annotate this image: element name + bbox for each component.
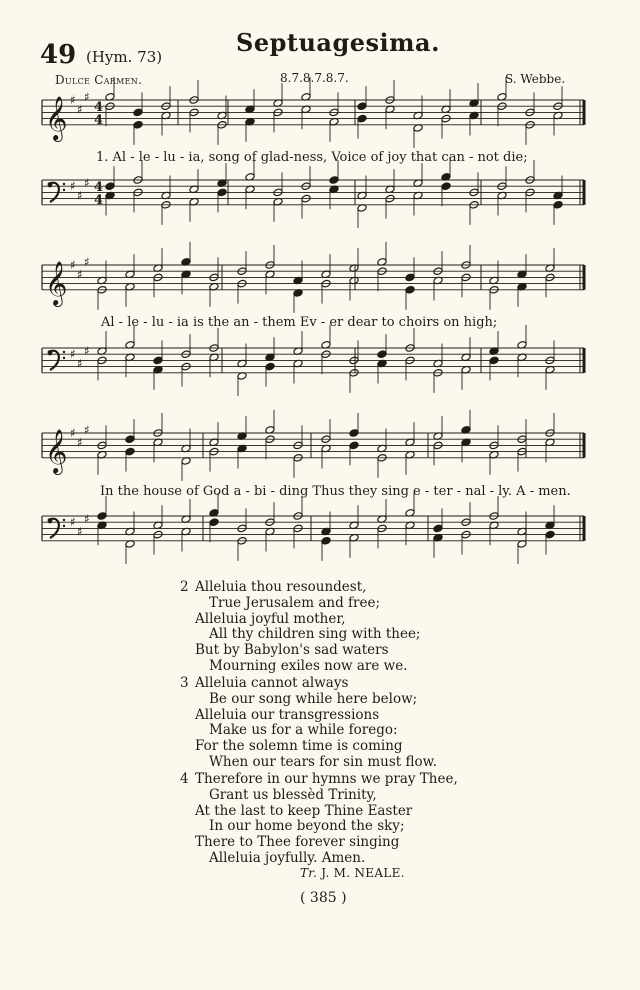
sharp-icon: ♯ — [70, 426, 76, 440]
lyric-line-3: In the house of God a - bi - ding Thus they sing e - ter - nal - ly. A - men. — [100, 484, 571, 499]
treble-clef-icon: 𝄞 — [45, 95, 68, 140]
note-head — [133, 108, 143, 117]
verse-3 — [180, 675, 437, 771]
verse-number: 2 — [180, 579, 189, 595]
note-head — [153, 356, 163, 365]
translator-name: J. M. NEALE. — [321, 866, 405, 880]
verse-line: But by Babylon's sad waters — [195, 642, 389, 659]
bass-clef-icon — [63, 189, 65, 191]
sharp-icon: ♯ — [84, 254, 90, 269]
note-head — [217, 188, 227, 197]
note-head — [265, 362, 275, 371]
verse-line: In our home beyond the sky; — [209, 818, 405, 835]
verse-line: Alleluia our transgressions — [195, 706, 380, 723]
verse-line: Grant us blessèd Trinity, — [209, 786, 377, 803]
note-head — [405, 273, 415, 282]
note-head — [405, 286, 415, 295]
time-signature-top: 4 — [94, 180, 104, 195]
verse-line: Alleluia thou resoundest, — [195, 579, 367, 595]
sharp-icon: ♯ — [84, 89, 90, 104]
note-head — [545, 530, 555, 539]
verse-line: Therefore in our hymns we pray Thee, — [195, 771, 458, 787]
sharp-icon: ♯ — [70, 347, 76, 362]
time-signature-top: 4 — [94, 100, 104, 115]
note-head — [349, 441, 359, 450]
sharp-icon: ♯ — [84, 344, 90, 359]
verse-line: Be our song while here below; — [209, 690, 418, 707]
verse-line: There to Thee forever singing — [195, 834, 400, 851]
bass-clef-icon — [48, 183, 53, 188]
sharp-icon: ♯ — [70, 179, 76, 194]
note-head — [97, 512, 107, 521]
sharp-icon: ♯ — [84, 512, 90, 527]
lyric-line-1: 1. Al - le - lu - ia, song of glad-ness, Voice of joy that can - not die; — [96, 150, 528, 165]
sharp-icon: ♯ — [70, 515, 76, 530]
note-head — [209, 518, 219, 527]
verse-line: At the last to keep Thine Easter — [195, 802, 413, 819]
note-head — [553, 201, 563, 210]
note-head — [433, 524, 443, 533]
note-head — [125, 435, 135, 444]
sharp-icon: ♯ — [77, 356, 83, 371]
translator-prefix: Tr. — [300, 866, 318, 880]
time-signature-bottom: 4 — [94, 113, 104, 128]
translator-credit — [300, 866, 405, 880]
verse-2 — [180, 579, 421, 675]
note-head — [105, 182, 115, 191]
note-head — [489, 356, 499, 365]
composer: S. Webbe. — [505, 72, 566, 86]
hymn-number: 49 — [40, 40, 77, 70]
note-head — [125, 447, 135, 456]
bass-clef-icon — [63, 183, 65, 185]
verse-line: Alleluia joyful mother, — [195, 610, 346, 627]
bass-clef-icon — [63, 519, 65, 521]
sharp-icon: ♯ — [77, 435, 83, 450]
sharp-icon: ♯ — [70, 258, 76, 272]
bass-clef-icon — [63, 525, 65, 527]
verse-number: 4 — [180, 771, 189, 787]
treble-clef-icon: 𝄞 — [45, 260, 68, 305]
hymn-title: Septuagesima. — [236, 28, 440, 57]
bass-clef-icon — [63, 357, 65, 359]
note-head — [349, 429, 359, 438]
hymn-reference: (Hym. 73) — [86, 48, 163, 66]
note-head — [377, 350, 387, 359]
tune-name: Dulce Carmen. — [55, 73, 143, 87]
bass-clef-icon — [48, 519, 53, 524]
verse-4 — [180, 771, 458, 867]
sharp-icon: ♯ — [70, 93, 76, 107]
page-number: ( 385 ) — [300, 890, 347, 906]
bass-clef-icon — [48, 351, 53, 356]
note-head — [133, 121, 143, 130]
bass-clef-icon — [63, 351, 65, 353]
verse-line: Alleluia joyfully. Amen. — [209, 849, 366, 866]
verse-line: True Jerusalem and free; — [209, 594, 381, 611]
note-head — [357, 114, 367, 123]
sharp-icon: ♯ — [84, 422, 90, 437]
verse-line: When our tears for sin must flow. — [209, 753, 437, 770]
sharp-icon: ♯ — [84, 176, 90, 191]
verse-line: Alleluia cannot always — [195, 675, 349, 691]
note-head — [441, 182, 451, 191]
time-signature-bottom: 4 — [94, 193, 104, 208]
sharp-icon: ♯ — [77, 188, 83, 203]
treble-clef-icon: 𝄞 — [45, 428, 68, 473]
note-head — [321, 537, 331, 546]
sharp-icon: ♯ — [77, 267, 83, 282]
lyric-line-2: Al - le - lu - ia is the an - them Ev - er dear to choirs on high; — [101, 315, 498, 330]
note-head — [329, 176, 339, 185]
verse-line: For the solemn time is coming — [195, 738, 403, 755]
verse-line: Make us for a while forego: — [209, 722, 398, 739]
verse-number: 3 — [180, 675, 189, 691]
sharp-icon: ♯ — [77, 524, 83, 539]
verse-line: Mourning exiles now are we. — [209, 657, 408, 674]
note-head — [357, 102, 367, 111]
sharp-icon: ♯ — [77, 102, 83, 117]
verse-line: All thy children sing with thee; — [209, 626, 421, 643]
meter: 8.7.8.7.8.7. — [280, 71, 349, 85]
